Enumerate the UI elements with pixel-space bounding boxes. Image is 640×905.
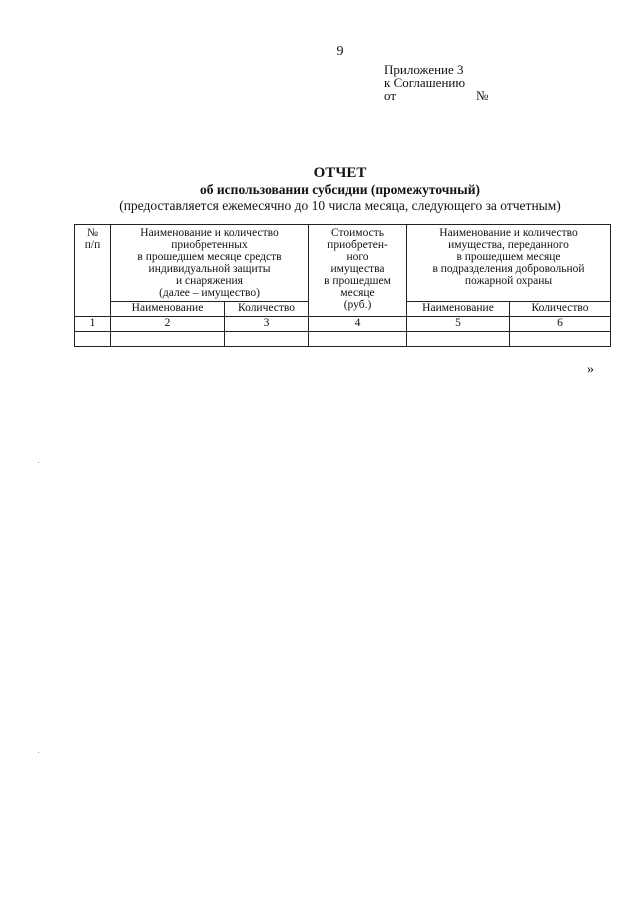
closing-quote: »: [587, 362, 594, 377]
report-title: ОТЧЕТ: [313, 165, 367, 181]
appendix-number-label: №: [476, 88, 489, 103]
page-number: 9: [336, 44, 344, 59]
column-number-cell: 1: [75, 317, 111, 332]
subheader-name-transferred: Наименование: [407, 302, 510, 317]
header-transferred: Наименование и количество имущества, переданного в прошедшем месяце в подразделения добровольной пожарной охраны: [407, 225, 611, 302]
appendix-date-label: от: [384, 88, 397, 103]
report-subtitle: об использовании субсидии (промежуточный): [200, 182, 480, 197]
report-note: (предоставляется ежемесячно до 10 числа месяца, следующего за отчетным): [119, 198, 561, 213]
column-number-cell: 5: [407, 317, 510, 332]
table-cell: [407, 332, 510, 347]
appendix-block: [384, 62, 489, 103]
table-row: [75, 332, 611, 347]
scan-artifact: [38, 752, 39, 753]
column-number-cell: 2: [111, 317, 225, 332]
subheader-qty-transferred: Количество: [510, 302, 611, 317]
appendix-agreement: к Соглашению: [384, 75, 466, 90]
header-acquired: Наименование и количество приобретенных в прошедшем месяце средств индивидуальной защиты и снаряжения (далее – имущество): [111, 225, 309, 302]
table-cell: [111, 332, 225, 347]
report-table: [74, 224, 611, 347]
scan-artifact: [38, 462, 39, 463]
subheader-qty-acquired: Количество: [225, 302, 309, 317]
subheader-name-acquired: Наименование: [111, 302, 225, 317]
table-cell: [510, 332, 611, 347]
table-cell: [309, 332, 407, 347]
column-number-cell: 6: [510, 317, 611, 332]
table-cell: [75, 332, 111, 347]
appendix-title: Приложение 3: [384, 62, 464, 77]
column-number-row: [75, 317, 611, 332]
column-number-cell: 3: [225, 317, 309, 332]
header-number: № п/п: [75, 225, 111, 317]
header-cost: Стоимость приобретен- ного имущества в прошедшем месяце (руб.): [309, 225, 407, 317]
column-number-cell: 4: [309, 317, 407, 332]
table-cell: [225, 332, 309, 347]
table-header-row: [75, 225, 611, 302]
